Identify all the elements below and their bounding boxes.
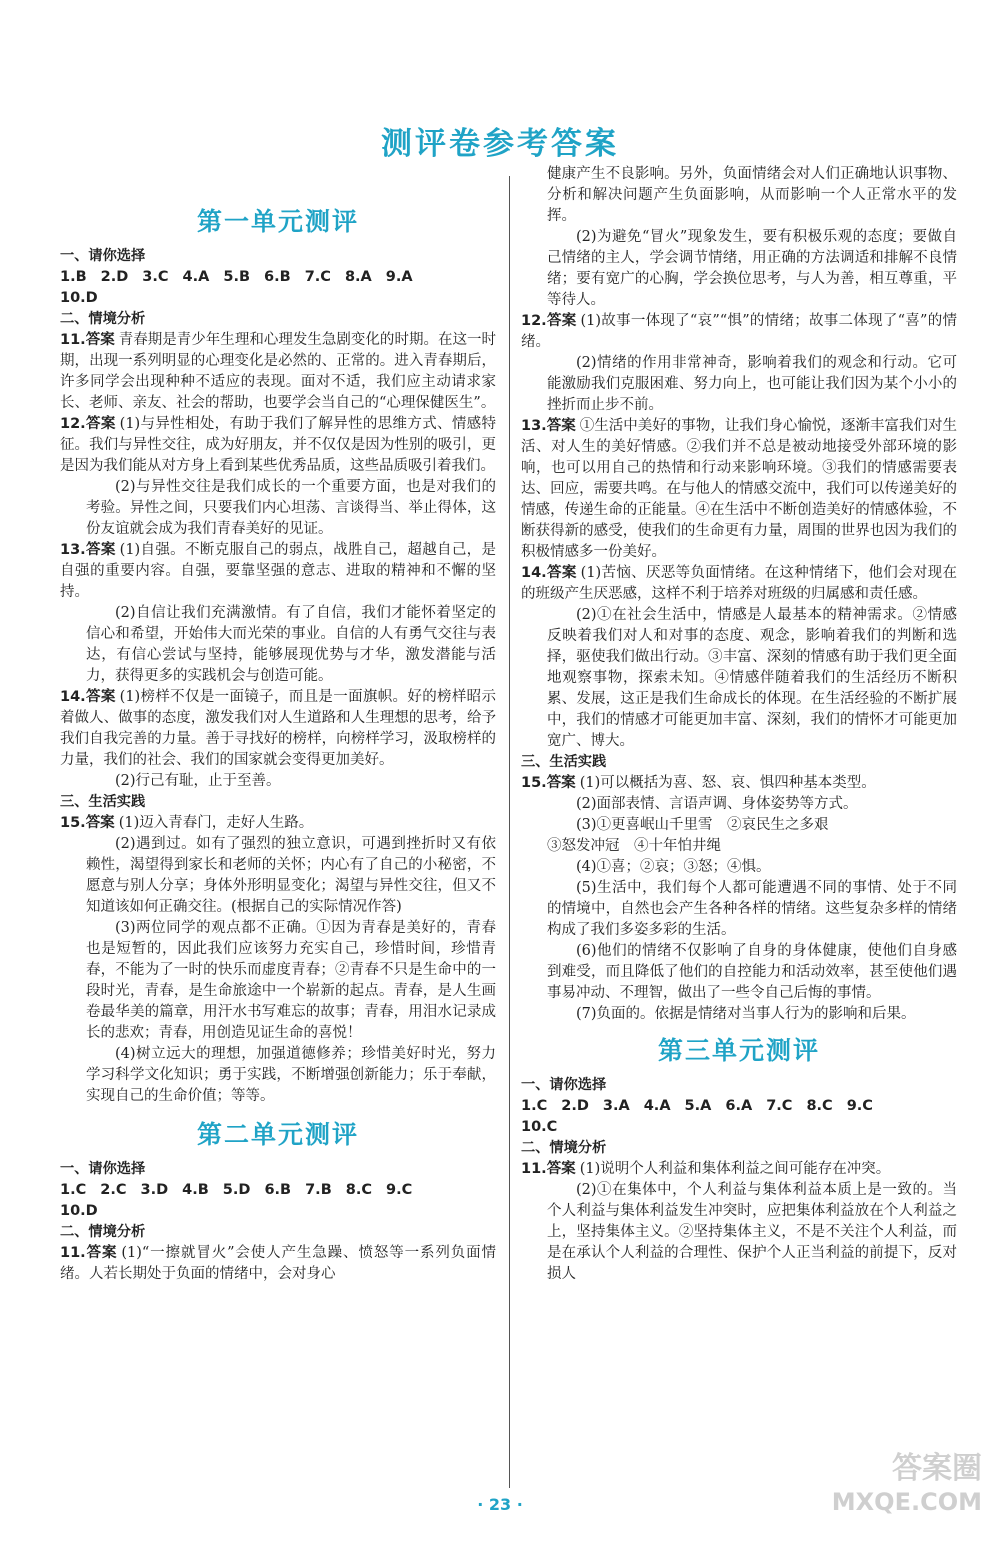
question-number: 11.: [521, 1161, 547, 1177]
answer-text: (1)说明个人利益和集体利益之间可能存在冲突。: [579, 1161, 891, 1177]
question-number: 14.: [60, 689, 86, 705]
answer-item: 4.A: [182, 269, 210, 285]
unit3-section-analysis: 二、情境分析: [521, 1140, 607, 1156]
answer-tag: 答案: [546, 565, 577, 581]
unit1-choice-answer-10: 10.D: [60, 290, 98, 306]
question-number: 11.: [60, 1245, 86, 1261]
unit2-choice-answer-10: 10.D: [60, 1203, 98, 1219]
question-number: 12.: [60, 416, 86, 432]
answer-item: 7.C: [304, 269, 331, 285]
answer-tag: 答案: [85, 332, 115, 348]
answer-item: 1.C: [521, 1098, 548, 1114]
answer-tag: 答案: [546, 313, 577, 329]
answer-item: 4.B: [182, 1182, 209, 1198]
answer-text: (1)与异性相处，有助于我们了解异性的思维方式、情感特征。我们与异性交往，成为好朋友，并不仅仅是因为性别的吸引，更是因为我们能从对方身上看到某些优秀品质，这些品质吸引着我们。: [60, 416, 497, 474]
right-column: [521, 164, 957, 1285]
unit3-choice-answer-10: 10.C: [521, 1119, 558, 1135]
answer-paragraph: (2)行己有耻，止于至善。: [115, 773, 281, 789]
answer-item: 2.D: [100, 269, 129, 285]
answer-item: 6.B: [264, 1182, 292, 1198]
answer-tag: 答案: [85, 689, 116, 705]
unit3-section-choice: 一、请你选择: [521, 1077, 607, 1093]
unit1-q14: [60, 687, 496, 771]
answer-paragraph: (2)①在集体中，个人利益与集体利益本质上是一致的。当个人利益与集体利益发生冲突时，应把集体利益放在个人利益之上，坚持集体主义。②坚持集体主义，不是不关注个人利益，而是在承认个人利益的合理性、保护个人正当利益的前提下，反对损人: [547, 1182, 957, 1282]
answer-paragraph: (3)①更喜岷山千里雪 ②哀民生之多艰: [576, 817, 829, 833]
unit2-q14: [521, 563, 957, 605]
answer-item: 2.C: [100, 1182, 127, 1198]
answer-paragraph: (2)遇到过。如有了强烈的独立意识，可遇到挫折时又有依赖性，渴望得到家长和老师的关怀；内心有了自己的小秘密，不愿意与别人分享；身体外形明显变化；渴望与异性交往，但又不知道该如何正确交往。(根据自己的实际情况作答): [86, 836, 496, 915]
question-number: 13.: [60, 542, 86, 558]
answer-item: 7.C: [766, 1098, 793, 1114]
answer-text: (1)自强。不断克服自己的弱点，战胜自己，超越自己，是自强的重要内容。自强，要靠坚强的意志、进取的精神和不懈的坚持。: [60, 542, 497, 600]
unit2-section-practice: 三、生活实践: [521, 754, 607, 770]
answer-tag: 答案: [85, 815, 115, 831]
answer-text: 青春期是青少年生理和心理发生急剧变化的时期。在这一时期，出现一系列明显的心理变化是必然的、正常的。进入青春期后，许多同学会出现种种不适应的表现。面对不适，我们应主动请求家长、老师、亲友、社会的帮助，也要学会当自己的“心理保健医生”。: [60, 332, 497, 411]
answer-item: 1.C: [60, 1182, 87, 1198]
answer-item: 3.C: [142, 269, 169, 285]
question-number: 15.: [521, 775, 547, 791]
answer-paragraph: (2)①在社会生活中，情感是人最基本的精神需求。②情感反映着我们对人和对事的态度、观念，影响着我们的判断和选择，驱使我们做出行动。③丰富、深刻的情感有助于我们更全面地观察事物，探索未知。④情感伴随着我们的生活经历不断积累、发展，这正是我们生命成长的体现。在生活经验的不断扩展中，我们的情感才可能更加丰富、深刻，我们的情怀才可能更加宽广、博大。: [547, 607, 957, 749]
answer-item: 9.C: [846, 1098, 873, 1114]
answer-text: (1)故事一体现了“哀”“惧”的情绪；故事二体现了“喜”的情绪。: [521, 313, 958, 350]
unit2-q13: [521, 416, 957, 563]
unit1-q15: [60, 813, 496, 834]
answer-text: (1)可以概括为喜、怒、哀、惧四种基本类型。: [579, 775, 876, 791]
unit2-choice-answers: [60, 1180, 496, 1201]
answer-item: 6.A: [725, 1098, 753, 1114]
answer-tag: 答案: [85, 416, 116, 432]
answer-paragraph: (3)两位同学的观点都不正确。①因为青春是美好的，青春也是短暂的，因此我们应该努力充实自己，珍惜时间，珍惜青春，不能为了一时的快乐而虚度青春；②青春不只是生命中的一段时光，青春，是生命旅途中一个崭新的起点。青春，是人生画卷最华美的篇章，用汗水书写难忘的故事；青春，用泪水记录成长的悲欢；青春，用创造见证生命的喜悦！: [86, 920, 496, 1041]
unit1-q11: [60, 330, 496, 414]
answer-item: 2.D: [561, 1098, 589, 1114]
answer-text: (1)“一擦就冒火”会使人产生急躁、愤怒等一系列负面情绪。人若长期处于负面的情绪中，会对身心: [60, 1245, 496, 1282]
answer-item: 8.C: [806, 1098, 833, 1114]
answer-paragraph: (7)负面的。依据是情绪对当事人行为的影响和后果。: [576, 1006, 916, 1022]
answer-tag: 答案: [546, 1161, 576, 1177]
unit2-q12: [521, 311, 957, 353]
unit3-q11: [521, 1159, 957, 1180]
answer-continuation: 健康产生不良影响。另外，负面情绪会对人们正确地认识事物、分析和解决问题产生负面影响，从而影响一个人正常水平的发挥。: [547, 166, 957, 224]
answer-item: 8.A: [344, 269, 372, 285]
question-number: 11.: [60, 332, 86, 348]
answer-item: 9.A: [385, 269, 413, 285]
unit1-title: 第一单元测评: [196, 207, 359, 236]
answer-paragraph: (5)生活中，我们每个人都可能遭遇不同的事情、处于不同的情境中，自然也会产生各种各样的情绪。这些复杂多样的情绪构成了我们多姿多彩的生活。: [547, 880, 957, 938]
unit1-section-choice: 一、请你选择: [60, 248, 146, 264]
left-column: [60, 164, 496, 1285]
answer-item: 5.B: [223, 269, 251, 285]
answer-paragraph: (6)他们的情绪不仅影响了自身的身体健康，使他们自身感到难受，而且降低了他们的自控能力和活动效率，甚至使他们遇事易冲动、不理智，做出了一些令自己后悔的事情。: [547, 943, 957, 1001]
unit1-q13: [60, 540, 496, 603]
answer-item: 3.D: [140, 1182, 169, 1198]
answer-item: 7.B: [305, 1182, 332, 1198]
answer-paragraph: (4)①喜；②哀；③怒；④惧。: [576, 859, 771, 875]
answer-item: 1.B: [60, 269, 87, 285]
answer-paragraph: (2)自信让我们充满激情。有了自信，我们才能怀着坚定的信心和希望，开始伟大而光荣的事业。自信的人有勇气交往与表达，有信心尝试与坚持，能够展现优势与才华，激发潜能与活力，获得更多的实践机会与创造可能。: [86, 605, 496, 684]
answer-item: 9.C: [386, 1182, 413, 1198]
unit1-choice-answers: [60, 267, 496, 288]
unit1-section-analysis: 二、情境分析: [60, 311, 146, 327]
column-divider: [509, 176, 510, 1488]
page-number: · 23 ·: [477, 1495, 523, 1514]
answer-text: (1)迈入青春门，走好人生路。: [118, 815, 314, 831]
unit2-q11: [60, 1243, 496, 1285]
answer-item: 8.C: [345, 1182, 372, 1198]
unit3-title: 第三单元测评: [657, 1036, 820, 1065]
answer-text: ①生活中美好的事物，让我们身心愉悦，逐渐丰富我们对生活、对人生的美好情感。②我们并不总是被动地接受外部环境的影响，也可以用自己的热情和行动来影响环境。③我们的情感需要表达、回应，需要共鸣。在与他人的情感交流中，我们可以传递美好的情感，传递生命的正能量。④在生活中不断创造美好的情感体验，不断获得新的感受，使我们的生命更有力量，周围的世界也因为我们的积极情感多一份美好。: [521, 418, 958, 560]
answer-tag: 答案: [85, 1245, 118, 1261]
answer-paragraph: (2)为避免“冒火”现象发生，要有积极乐观的态度；要做自己情绪的主人，学会调节情绪，用正确的方法调适和排解不良情绪；要有宽广的心胸，学会换位思考，与人为善，相互尊重，平等待人。: [547, 229, 957, 308]
answer-paragraph: ③怒发冲冠 ④十年怕井绳: [547, 838, 721, 854]
question-number: 12.: [521, 313, 547, 329]
unit2-section-analysis: 二、情境分析: [60, 1224, 146, 1240]
unit1-q12: [60, 414, 496, 477]
answer-item: 5.D: [222, 1182, 251, 1198]
question-number: 13.: [521, 418, 547, 434]
unit2-section-choice: 一、请你选择: [60, 1161, 146, 1177]
watermark-text: 答案圈: [892, 1451, 982, 1486]
unit2-title: 第二单元测评: [196, 1120, 359, 1149]
answer-item: 4.A: [643, 1098, 671, 1114]
unit2-q15: [521, 773, 957, 794]
question-number: 14.: [521, 565, 547, 581]
answer-paragraph: (2)与异性交往是我们成长的一个重要方面，也是对我们的考验。异性之间，只要我们内心坦荡、言谈得当、举止得体，这份友谊就会成为我们青春美好的见证。: [86, 479, 496, 537]
question-number: 15.: [60, 815, 86, 831]
answer-tag: 答案: [546, 775, 576, 791]
watermark-url: MXQE.COM: [831, 1488, 982, 1516]
answer-paragraph: (4)树立远大的理想，加强道德修养；珍惜美好时光，努力学习科学文化知识；勇于实践，不断增强创新能力；乐于奉献，实现自己的生命价值；等等。: [86, 1046, 496, 1104]
unit3-choice-answers: [521, 1096, 957, 1117]
answer-item: 5.A: [684, 1098, 712, 1114]
answer-item: 6.B: [264, 269, 291, 285]
answer-text: (1)苦恼、厌恶等负面情绪。在这种情绪下，他们会对现在的班级产生厌恶感，这样不利于培养对班级的归属感和责任感。: [521, 565, 958, 602]
watermark-logo: [822, 1451, 982, 1531]
answer-paragraph: (2)面部表情、言语声调、身体姿势等方式。: [576, 796, 858, 812]
answer-text: (1)榜样不仅是一面镜子，而且是一面旗帜。好的榜样昭示着做人、做事的态度，激发我们对人生道路和人生理想的思考，给予我们自我完善的力量。善于寻找好的榜样，向榜样学习，汲取榜样的力量，我们的社会、我们的国家就会变得更加美好。: [60, 689, 497, 768]
unit1-section-practice: 三、生活实践: [60, 794, 146, 810]
page-title: 测评卷参考答案: [381, 126, 619, 162]
answer-item: 3.A: [602, 1098, 630, 1114]
answer-tag: 答案: [85, 542, 116, 558]
answer-paragraph: (2)情绪的作用非常神奇，影响着我们的观念和行动。它可能激励我们克服困难、努力向上，也可能让我们因为某个小小的挫折而止步不前。: [547, 355, 957, 413]
answer-tag: 答案: [546, 418, 576, 434]
